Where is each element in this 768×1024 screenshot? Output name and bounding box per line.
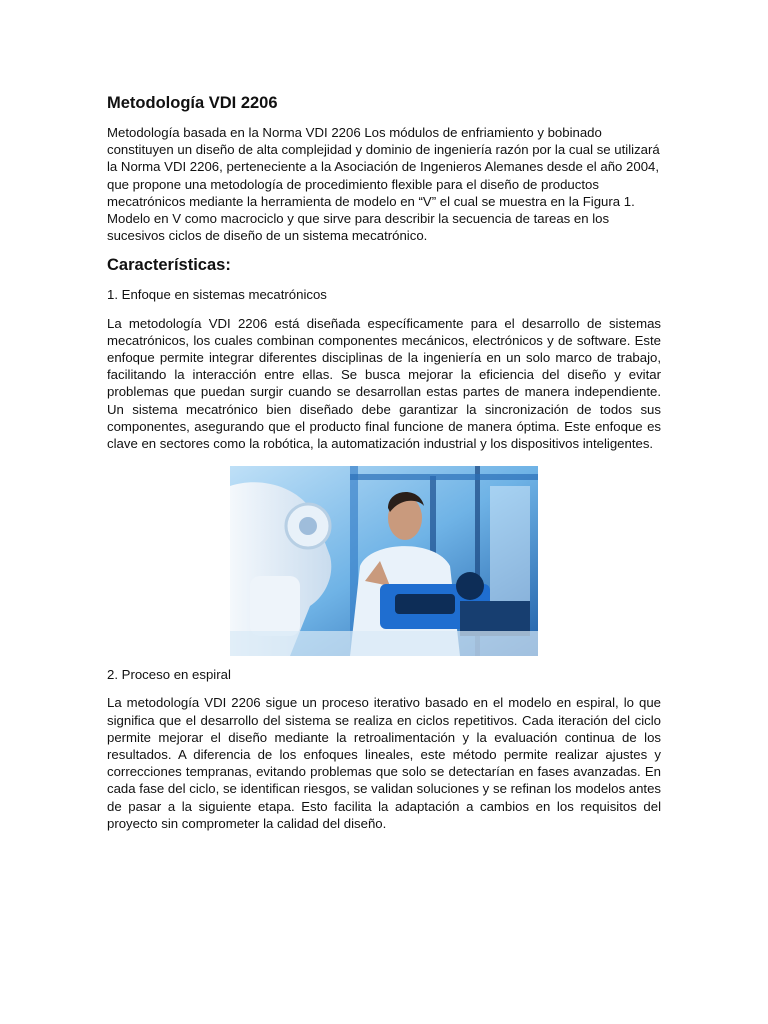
document-body: [107, 92, 661, 842]
intro-paragraph: Metodología basada en la Norma VDI 2206 Los módulos de enfriamiento y bobinado constituyen un diseño de alta complejidad y dominio de ingeniería razón por la cual se utilizará la Norma VDI 2206, perteneciente a la Asociación de Ingenieros Alemanes desde el año 2004, que propone una metodología de procedimiento flexible para el diseño de productos mecatrónicos mediante la herramienta de modelo en “V” el cual se muestra en la Figura 1. Modelo en V como macrociclo y que sirve para describir la secuencia de tareas en los sucesivos ciclos de diseño de un sistema mecatrónico.: [107, 125, 660, 244]
item1-heading: 1. Enfoque en sistemas mecatrónicos: [107, 287, 327, 303]
item2-paragraph: La metodología VDI 2206 sigue un proceso iterativo basado en el modelo en espiral, lo que significa que el desarrollo del sistema se realiza en ciclos repetitivos. Cada iteración del ciclo permite mejorar el diseño mediante la retroalimentación y la evaluación continua de los resultados. A diferencia de los enfoques lineales, este método permite realizar ajustes y correcciones tempranas, evitando problemas que solo se detectarían en fases avanzadas. En cada fase del ciclo, se identifican riesgos, se validan soluciones y se refinan los modelos antes de pasar a la siguiente etapa. Esto facilita la adaptación a cambios en los requisitos del proyecto sin comprometer la calidad del diseño.: [107, 695, 661, 831]
engineer-robot-photo: [230, 466, 538, 656]
characteristics-heading: Características:: [107, 256, 231, 275]
photo-illustration: [230, 466, 538, 656]
item1-paragraph: La metodología VDI 2206 está diseñada específicamente para el desarrollo de sistemas mecatrónicos, los cuales combinan componentes mecánicos, electrónicos y de software. Este enfoque permite integrar diferentes disciplinas de la ingeniería en un solo marco de trabajo, facilitando la interacción entre ellas. Se busca mejorar la eficiencia del diseño y evitar problemas que puedan surgir cuando se desarrollan estas partes de manera independiente. Un sistema mecatrónico bien diseñado debe garantizar la sincronización de todos sus componentes, asegurando que el producto final funcione de manera óptima. Este enfoque es clave en sectores como la robótica, la automatización industrial y los dispositivos inteligentes.: [107, 315, 661, 452]
item2-heading: 2. Proceso en espiral: [107, 667, 231, 683]
section-title: Metodología VDI 2206: [107, 94, 278, 112]
